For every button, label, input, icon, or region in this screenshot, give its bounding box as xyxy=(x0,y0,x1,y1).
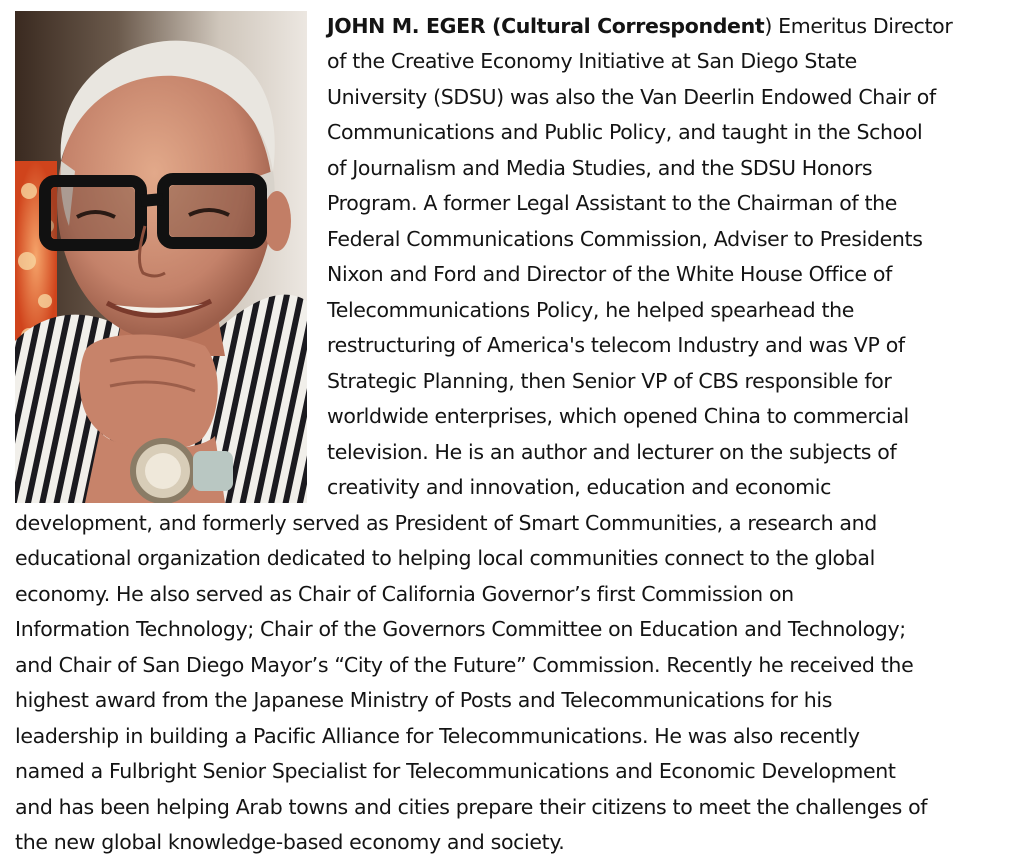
bio-line: Information Technology; Chair of the Governors Committee on Education and Technology; xyxy=(15,617,906,641)
bio-line: development, and formerly served as President of Smart Communities, a research and xyxy=(15,511,877,535)
bio-line: television. He is an author and lecturer on the subjects of xyxy=(327,440,897,464)
bio-line: JOHN M. EGER (Cultural Correspondent) Emeritus Director xyxy=(327,14,953,38)
bio-line: educational organization dedicated to helping local communities connect to the global xyxy=(15,546,875,570)
bio-line: and Chair of San Diego Mayor’s “City of the Future” Commission. Recently he received the xyxy=(15,653,914,677)
bio-line: economy. He also served as Chair of California Governor’s first Commission on xyxy=(15,582,794,606)
bio-line: Federal Communications Commission, Adviser to Presidents xyxy=(327,227,923,251)
bio-line: Telecommunications Policy, he helped spearhead the xyxy=(327,298,855,322)
bio-line: creativity and innovation, education and economic xyxy=(327,475,832,499)
portrait-illustration xyxy=(15,11,307,503)
bio-line: Strategic Planning, then Senior VP of CBS responsible for xyxy=(327,369,892,393)
bio-line: University (SDSU) was also the Van Deerlin Endowed Chair of xyxy=(327,85,936,109)
portrait-photo xyxy=(15,11,307,503)
bio-line: the new global knowledge-based economy and society. xyxy=(15,830,565,854)
bio-line: and has been helping Arab towns and cities prepare their citizens to meet the challenges of xyxy=(15,795,928,819)
bio-line-0: ) Emeritus Director xyxy=(764,14,953,38)
bio-line: named a Fulbright Senior Specialist for Telecommunications and Economic Development xyxy=(15,759,896,783)
bio-line: Program. A former Legal Assistant to the Chairman of the xyxy=(327,191,898,215)
bio-role: Cultural Correspondent xyxy=(501,14,765,38)
bio-line: Nixon and Ford and Director of the White House Office of xyxy=(327,262,892,286)
bio-name: JOHN M. EGER xyxy=(327,14,486,38)
bio-line: of Journalism and Media Studies, and the SDSU Honors xyxy=(327,156,873,180)
bio-line: leadership in building a Pacific Alliance for Telecommunications. He was also recently xyxy=(15,724,860,748)
bio-line: restructuring of America's telecom Industry and was VP of xyxy=(327,333,905,357)
bio-line: highest award from the Japanese Ministry of Posts and Telecommunications for his xyxy=(15,688,833,712)
bio-line: of the Creative Economy Initiative at San Diego State xyxy=(327,49,857,73)
bio-line: Communications and Public Policy, and taught in the School xyxy=(327,120,923,144)
bio-line: worldwide enterprises, which opened China to commercial xyxy=(327,404,909,428)
